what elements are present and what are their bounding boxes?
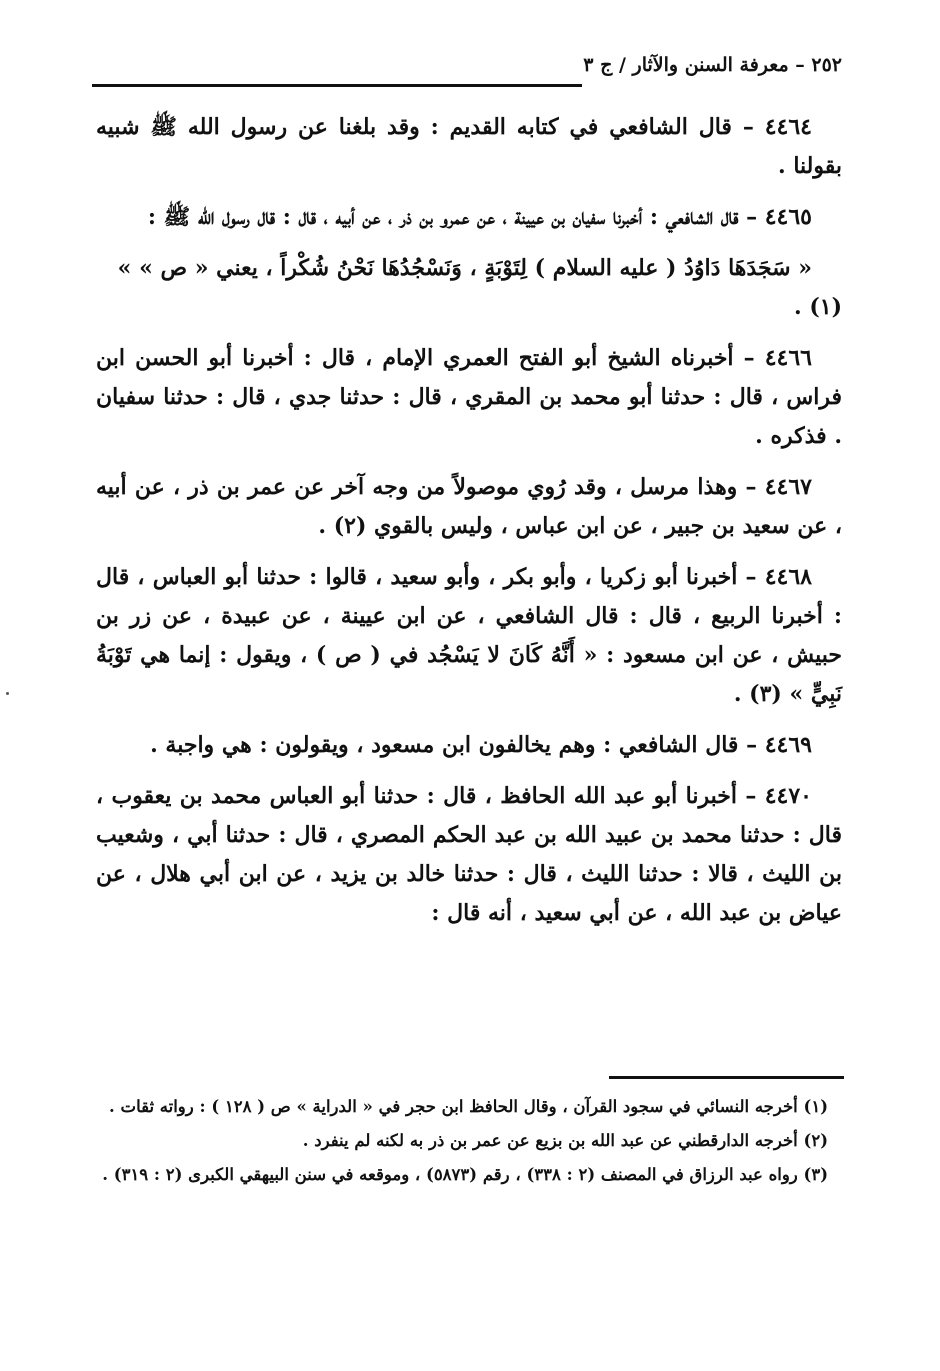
footnote-1: (١) أخرجه النسائي في سجود القرآن ، وقال الحافظ ابن حجر في « الدراية » ص ( ١٢٨ ) : رواته ثقات . xyxy=(109,1097,828,1116)
paragraph-4465: ٤٤٦٥ – قال الشافعي : أخبرنا سفيان بن عيينة ، عن عمرو بن ذر ، عن أبيه ، قال : قال رسول الله ﷺ : xyxy=(147,204,812,230)
paragraph-4468: ٤٤٦٨ – أخبرنا أبو زكريا ، وأبو بكر ، وأبو سعيد ، قالوا : حدثنا أبو العباس ، قال : أخبرنا الربيع ، قال : قال الشافعي ، عن ابن عيينة ، عن عبيدة ، عن زر بن حبيش ، عن ابن مسعود : « أَنَّهُ كَانَ لا يَسْجُد في ( ص ) ، ويقول : إنما هي تَوْبَةُ نَبِيٍّ » (٣) . xyxy=(96,564,842,707)
paragraph-4467: ٤٤٦٧ – وهذا مرسل ، وقد رُوي موصولاً من وجه آخر عن عمر بن ذر ، عن أبيه ، عن سعيد بن جبير ، عن ابن عباس ، وليس بالقوي (٢) . xyxy=(96,474,842,539)
footnote-rule xyxy=(609,1076,844,1079)
running-header: ٢٥٢ – معرفة السنن والآثار / ج ٣ xyxy=(583,54,842,76)
main-text xyxy=(96,108,842,945)
page-header xyxy=(92,50,842,92)
paragraph-4464: ٤٤٦٤ – قال الشافعي في كتابه القديم : وقد بلغنا عن رسول الله ﷺ شبيه بقولنا . xyxy=(96,114,842,179)
hadith-quote: « سَجَدَهَا دَاوُدُ ( عليه السلام ) لِتَوْبَةٍ ، وَنَسْجُدُهَا نَحْنُ شُكْراً ، يعني « ص » » (١) . xyxy=(117,255,842,320)
header-rule xyxy=(92,84,582,87)
paragraph-4469: ٤٤٦٩ – قال الشافعي : وهم يخالفون ابن مسعود ، ويقولون : هي واجبة . xyxy=(150,732,812,758)
footnote-2: (٢) أخرجه الدارقطني عن عبد الله بن بزيع عن عمر بن ذر به لكنه لم ينفرد . xyxy=(302,1131,828,1150)
paragraph-4466: ٤٤٦٦ – أخبرناه الشيخ أبو الفتح العمري الإمام ، قال : أخبرنا أبو الحسن ابن فراس ، قال : حدثنا أبو محمد بن المقري ، قال : حدثنا جدي ، قال : حدثنا سفيان . فذكره . xyxy=(96,345,842,449)
scan-speck xyxy=(6,692,9,695)
footnotes xyxy=(96,1092,842,1194)
footnote-3: (٣) رواه عبد الرزاق في المصنف (٢ : ٣٣٨) ، رقم (٥٨٧٣) ، وموقعه في سنن البيهقي الكبرى (٢ : ٣١٩) . xyxy=(102,1165,828,1184)
paragraph-4470: ٤٤٧٠ – أخبرنا أبو عبد الله الحافظ ، قال : حدثنا أبو العباس محمد بن يعقوب ، قال : حدثنا محمد بن عبيد الله بن عبد الحكم المصري ، قال : حدثنا أبي ، وشعيب بن الليث ، قالا : حدثنا الليث ، قال : حدثنا خالد بن يزيد ، عن ابن أبي هلال ، عن عياض بن عبد الله ، عن أبي سعيد ، أنه قال : xyxy=(96,783,842,926)
